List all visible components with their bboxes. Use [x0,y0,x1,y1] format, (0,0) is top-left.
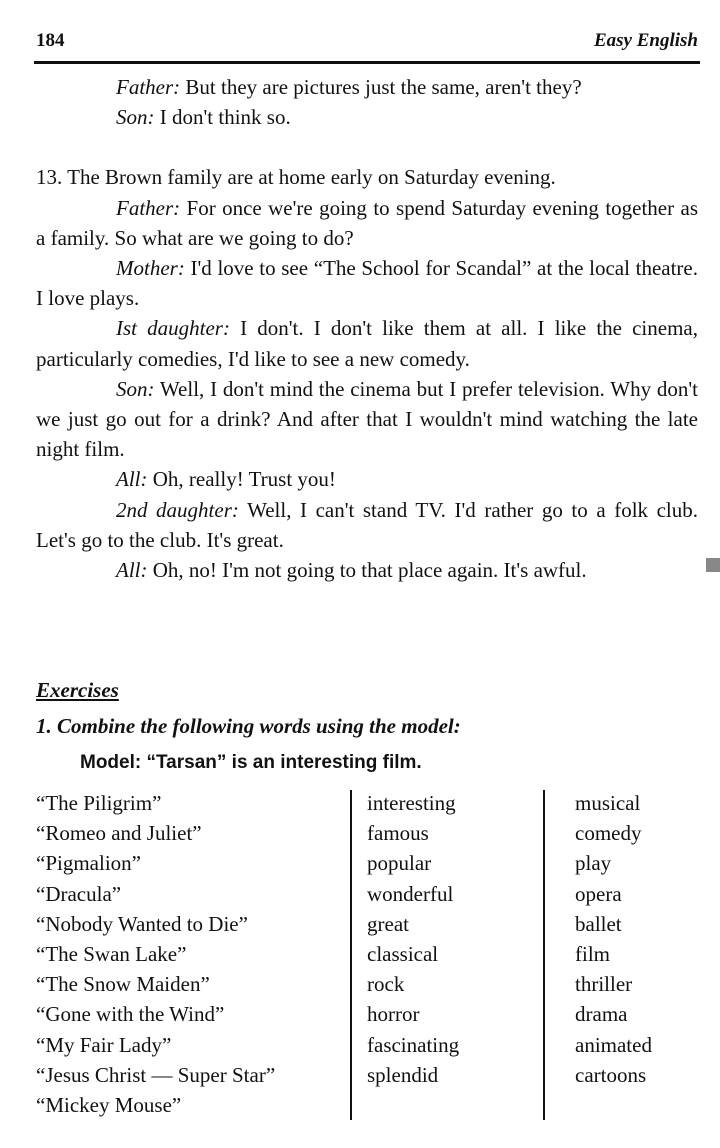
dialogue-text: But they are pictures just the same, aren't they? [180,75,582,99]
table-cell-adjective: famous [367,821,429,846]
dialogue-line [36,495,698,555]
speaker-label: Father: [116,75,181,99]
table-cell-title: “Romeo and Juliet” [36,821,202,846]
speaker-label: Ist daughter: [116,316,230,341]
speaker-label: All: [116,558,148,583]
speaker-label: Son: [116,105,155,130]
genres-column [575,788,705,1090]
table-cell-genre: opera [575,881,622,906]
header-rule [34,61,700,64]
table-cell-genre: ballet [575,911,622,936]
table-cell-adjective: great [367,911,409,936]
running-head: Easy English [593,30,698,51]
exercise-task: 1. Combine the following words using the model: [36,714,461,739]
dialogue-line [36,253,698,313]
speaker-label: All: [116,467,148,492]
table-cell-adjective: rock [367,972,405,997]
table-cell-title: “My Fair Lady” [36,1032,172,1057]
section-intro: 13. The Brown family are at home early on Saturday evening. [36,165,556,190]
table-cell-genre: play [575,851,612,876]
speaker-label: 2nd daughter: [116,497,239,522]
scroll-marker[interactable] [706,558,720,572]
table-cell-title: “Dracula” [36,881,122,906]
dialogue-text: For once we're going to spend Saturday evening together as a family. So what are we going to do? [36,195,698,250]
table-cell-genre: cartoons [575,1062,647,1087]
column-divider [350,790,352,1120]
table-cell-adjective: popular [367,851,432,876]
table-cell-adjective: wonderful [367,881,454,906]
table-cell-title: “The Snow Maiden” [36,972,210,997]
dialogue-line [36,72,698,102]
table-cell-title: “Mickey Mouse” [36,1093,182,1118]
table-cell-genre: thriller [575,972,633,997]
table-cell-title: “Jesus Christ — Super Star” [36,1062,276,1087]
dialogue-text: Oh, really! Trust you! [147,467,336,492]
dialogue-text: I don't think so. [154,105,291,130]
table-cell-title: “Nobody Wanted to Die” [36,911,248,936]
table-cell-genre: comedy [575,821,642,846]
adjectives-column [367,788,543,1090]
dialogue-text: I don't. I don't like them at all. I like the cinema, particularly comedies, I'd like to see a new comedy. [36,316,698,371]
dialogue-line [36,313,698,373]
dialogue-line [36,374,698,465]
dialogue-line [36,193,698,253]
table-cell-title: “Pigmalion” [36,851,141,876]
dialogue-text: I'd love to see “The School for Scandal” at the local theatre. I love plays. [36,256,698,311]
table-cell-genre: musical [575,791,641,815]
table-cell-adjective: splendid [367,1062,439,1087]
model-sentence: Model: “Tarsan” is an interesting film. [80,751,422,773]
dialogue-text: Well, I don't mind the cinema but I prefer television. Why don't we just go out for a drink? And after that I wouldn't mind watching the late night film. [36,376,698,462]
table-cell-title: “Gone with the Wind” [36,1002,225,1027]
table-cell-genre: animated [575,1032,652,1057]
exercises-heading: Exercises [36,678,119,703]
table-cell-adjective: classical [367,942,439,967]
titles-column [36,788,346,1120]
table-cell-adjective: interesting [367,791,456,815]
table-cell-adjective: horror [367,1002,420,1027]
dialogue-line [36,555,698,585]
column-divider [543,790,545,1120]
dialogue-line [36,464,698,494]
speaker-label: Son: [116,376,155,401]
speaker-label: Father: [116,195,181,220]
page-body [36,72,698,778]
speaker-label: Mother: [116,256,185,281]
table-cell-title: “The Piligrim” [36,791,162,815]
dialogue-text: Well, I can't stand TV. I'd rather go to a folk club. Let's go to the club. It's great. [36,497,698,552]
dialogue-text: Oh, no! I'm not going to that place again. It's awful. [147,558,587,583]
dialogue-line [36,102,698,132]
table-cell-genre: drama [575,1002,628,1027]
page-number: 184 [36,30,65,51]
table-cell-genre: film [575,942,610,967]
table-cell-adjective: fascinating [367,1032,460,1057]
table-cell-title: “The Swan Lake” [36,942,187,967]
